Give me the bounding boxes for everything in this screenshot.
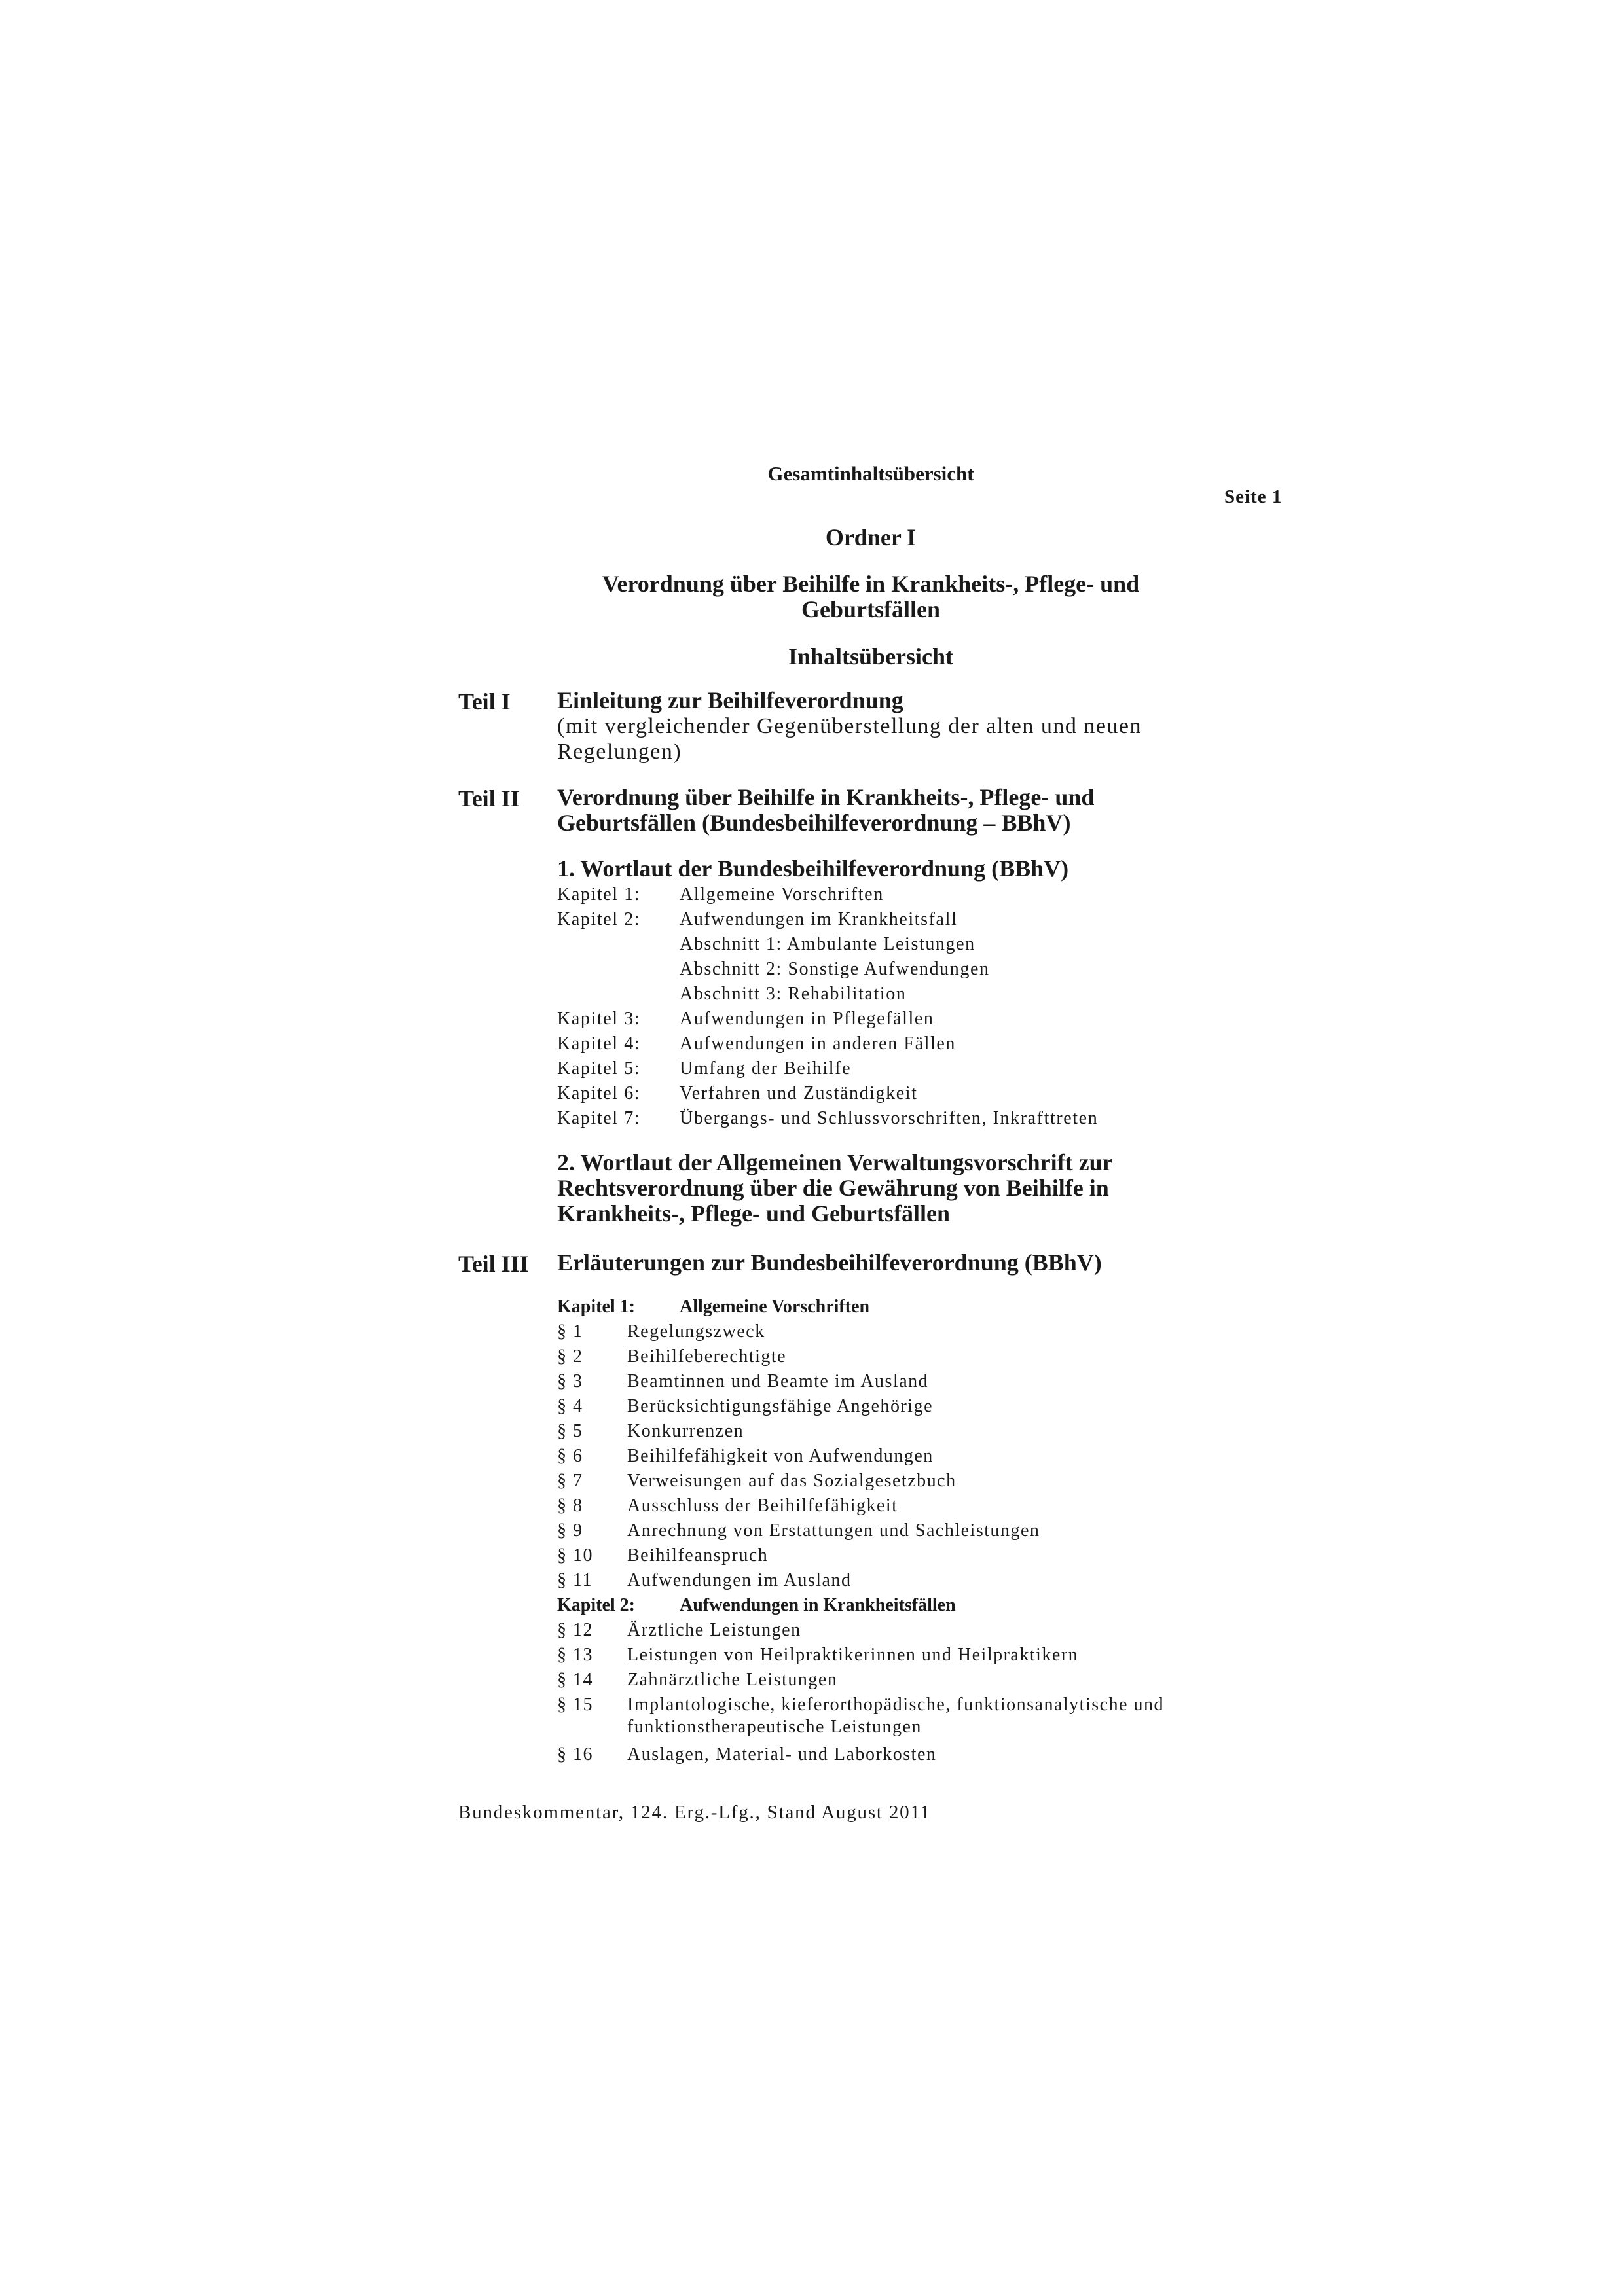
kapitel-text: Aufwendungen im Krankheitsfall [680, 909, 958, 929]
kapitel-label: Kapitel 7: [557, 1108, 641, 1128]
kapitel-text: Übergangs- und Schlussvorschriften, Inkrafttreten [680, 1108, 1099, 1128]
teil3-kapitel1-text: Allgemeine Vorschriften [680, 1297, 870, 1317]
teil2-label: Teil II [458, 785, 520, 812]
kapitel-label: Kapitel 1: [557, 884, 641, 905]
paragraph-symbol: § 5 [557, 1421, 583, 1441]
paragraph-title-continuation: funktionstherapeutische Leistungen [627, 1717, 922, 1737]
paragraph-symbol: § 11 [557, 1570, 593, 1590]
paragraph-symbol: § 12 [557, 1620, 593, 1640]
paragraph-symbol: § 3 [557, 1371, 583, 1391]
kapitel-label: Kapitel 6: [557, 1083, 641, 1103]
kapitel-text: Allgemeine Vorschriften [680, 884, 884, 905]
kapitel-label: Kapitel 3: [557, 1009, 641, 1029]
paragraph-symbol: § 10 [557, 1545, 593, 1566]
teil3-kapitel2-label: Kapitel 2: [557, 1595, 635, 1615]
page-number: Seite 1 [1224, 486, 1283, 507]
paragraph-title: Verweisungen auf das Sozialgesetzbuch [627, 1471, 957, 1491]
paragraph-symbol: § 14 [557, 1670, 593, 1690]
kapitel-label: Kapitel 2: [557, 909, 641, 929]
teil3-label: Teil III [458, 1251, 529, 1277]
verordnung-heading-line2: Geburtsfällen [801, 596, 940, 622]
teil3-kapitel1-label: Kapitel 1: [557, 1297, 635, 1317]
paragraph-symbol: § 4 [557, 1396, 583, 1416]
paragraph-symbol: § 2 [557, 1346, 583, 1367]
teil1-label: Teil I [458, 689, 511, 715]
teil2-section1-title: 1. Wortlaut der Bundesbeihilfeverordnung (BBhV) [557, 855, 1069, 882]
paragraph-title: Aufwendungen im Ausland [627, 1570, 852, 1590]
paragraph-symbol: § 13 [557, 1645, 593, 1665]
verordnung-heading-line1: Verordnung über Beihilfe in Krankheits-, Pflege- und [602, 571, 1140, 597]
paragraph-symbol: § 6 [557, 1446, 583, 1466]
teil1-title: Einleitung zur Beihilfeverordnung [557, 687, 903, 713]
teil2-title-line2: Geburtsfällen (Bundesbeihilfeverordnung – BBhV) [557, 810, 1071, 836]
kapitel-text: Aufwendungen in Pflegefällen [680, 1009, 934, 1029]
paragraph-title: Leistungen von Heilpraktikerinnen und Heilpraktikern [627, 1645, 1079, 1665]
paragraph-symbol: § 7 [557, 1471, 583, 1491]
teil2-section2-line3: Krankheits-, Pflege- und Geburtsfällen [557, 1200, 950, 1227]
kapitel-label: Kapitel 4: [557, 1033, 641, 1054]
teil3-title: Erläuterungen zur Bundesbeihilfeverordnung (BBhV) [557, 1249, 1102, 1276]
document-title: Gesamtinhaltsübersicht [767, 462, 974, 485]
page-footer: Bundeskommentar, 124. Erg.-Lfg., Stand August 2011 [458, 1802, 931, 1823]
abschnitt-text: Abschnitt 1: Ambulante Leistungen [680, 934, 976, 954]
paragraph-symbol: § 9 [557, 1520, 583, 1541]
paragraph-symbol: § 1 [557, 1321, 583, 1342]
paragraph-symbol: § 16 [557, 1744, 593, 1765]
paragraph-title: Zahnärztliche Leistungen [627, 1670, 838, 1690]
teil1-subtitle-line2: Regelungen) [557, 740, 682, 764]
kapitel-text: Umfang der Beihilfe [680, 1058, 852, 1079]
paragraph-title: Berücksichtigungsfähige Angehörige [627, 1396, 934, 1416]
teil2-section2-line1: 2. Wortlaut der Allgemeinen Verwaltungsvorschrift zur [557, 1149, 1113, 1175]
inhalt-heading: Inhaltsübersicht [788, 643, 954, 670]
paragraph-title: Beihilfeanspruch [627, 1545, 769, 1566]
abschnitt-text: Abschnitt 3: Rehabilitation [680, 984, 907, 1004]
paragraph-title: Anrechnung von Erstattungen und Sachleistungen [627, 1520, 1040, 1541]
ordner-heading: Ordner I [825, 524, 917, 550]
paragraph-symbol: § 15 [557, 1695, 593, 1715]
paragraph-title: Beihilfefähigkeit von Aufwendungen [627, 1446, 934, 1466]
paragraph-title: Implantologische, kieferorthopädische, funktionsanalytische und [627, 1695, 1164, 1715]
paragraph-title: Regelungszweck [627, 1321, 765, 1342]
paragraph-symbol: § 8 [557, 1496, 583, 1516]
teil2-section2-line2: Rechtsverordnung über die Gewährung von Beihilfe in [557, 1175, 1109, 1201]
abschnitt-text: Abschnitt 2: Sonstige Aufwendungen [680, 959, 990, 979]
teil2-title-line1: Verordnung über Beihilfe in Krankheits-, Pflege- und [557, 784, 1095, 810]
teil1-subtitle-line1: (mit vergleichender Gegenüberstellung der alten und neuen [557, 714, 1142, 738]
verordnung-heading [543, 571, 1198, 622]
paragraph-title: Beihilfeberechtigte [627, 1346, 787, 1367]
paragraph-title: Ausschluss der Beihilfefähigkeit [627, 1496, 898, 1516]
teil3-kapitel2-text: Aufwendungen in Krankheitsfällen [680, 1595, 956, 1615]
paragraph-title: Beamtinnen und Beamte im Ausland [627, 1371, 929, 1391]
kapitel-label: Kapitel 5: [557, 1058, 641, 1079]
paragraph-title: Konkurrenzen [627, 1421, 744, 1441]
kapitel-text: Verfahren und Zuständigkeit [680, 1083, 918, 1103]
paragraph-title: Ärztliche Leistungen [627, 1620, 801, 1640]
paragraph-title: Auslagen, Material- und Laborkosten [627, 1744, 937, 1765]
kapitel-text: Aufwendungen in anderen Fällen [680, 1033, 956, 1054]
